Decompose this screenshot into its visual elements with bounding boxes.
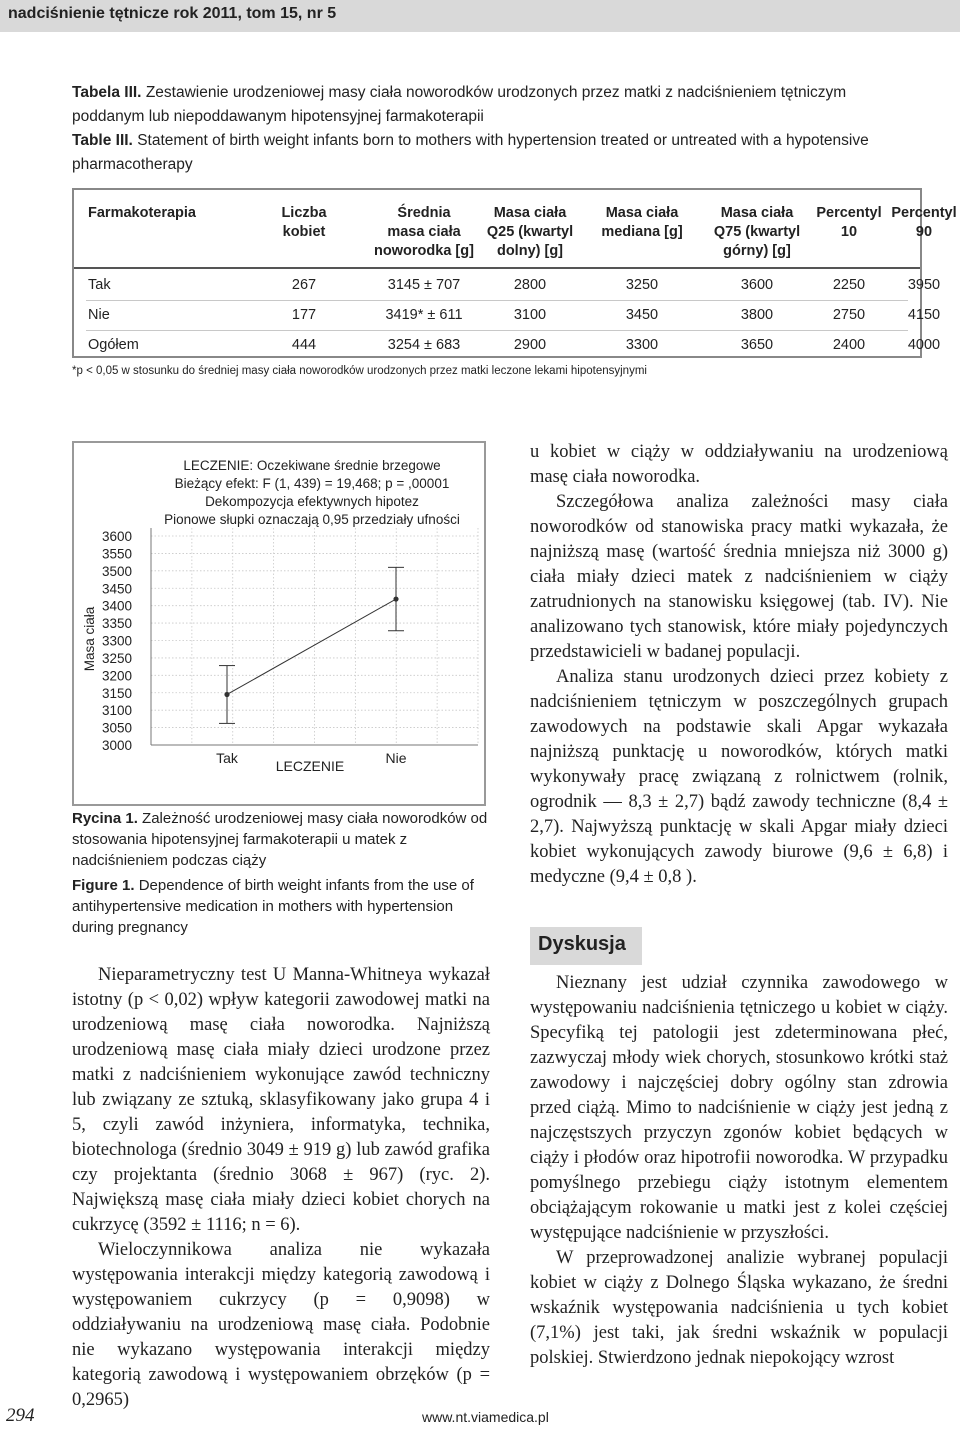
y-tick-label: 3200 bbox=[101, 668, 132, 684]
table-cell: 3100 bbox=[513, 307, 547, 323]
journal-title: nadciśnienie tętnicze rok 2011, tom 15, nr 5 bbox=[8, 5, 337, 22]
table-cell: 3600 bbox=[740, 277, 774, 293]
chart-subtitle: Pionowe słupki oznaczają 0,95 przedziały ufności bbox=[164, 512, 460, 527]
table-cell: 267 bbox=[291, 277, 317, 293]
data-point bbox=[224, 692, 229, 697]
chart-svg bbox=[74, 443, 488, 808]
table-row bbox=[74, 331, 941, 361]
table-cell: Ogółem bbox=[88, 337, 139, 353]
table-cell: 2800 bbox=[513, 277, 547, 293]
column-header: Farmakoterapia bbox=[88, 205, 196, 221]
table-cell: 3250 bbox=[625, 277, 659, 293]
figure-chart bbox=[72, 441, 486, 806]
table-cell: 3950 bbox=[907, 277, 941, 293]
column-header: Percentyl 90 bbox=[891, 205, 957, 240]
y-tick-label: 3000 bbox=[101, 738, 132, 753]
y-tick-label: 3100 bbox=[101, 703, 132, 719]
data-point bbox=[393, 596, 398, 601]
table-cell: 2250 bbox=[832, 277, 866, 293]
left-column-text bbox=[72, 963, 490, 1413]
column-header: Masa ciała Q25 (kwartyl dolny) [g] bbox=[486, 205, 574, 259]
table-caption-pl-text: Zestawienie urodzeniowej masy ciała noworodków urodzonych przez matki z nadciśnieniem tętniczym poddanym lub niepoddawanym hipotensyjnej farmakoterapii bbox=[72, 84, 847, 125]
table-cell: 444 bbox=[291, 337, 317, 353]
x-axis-label: LECZENIE bbox=[275, 758, 345, 774]
y-tick-label: 3300 bbox=[101, 633, 132, 649]
footer-url: www.nt.viamedica.pl bbox=[422, 1409, 549, 1425]
figure-caption-en-label: Figure 1. bbox=[72, 877, 135, 894]
table-cell: 3419* ± 611 bbox=[385, 307, 463, 323]
figure-caption-pl-label: Rycina 1. bbox=[72, 810, 138, 827]
table-cell: Tak bbox=[88, 277, 111, 293]
paragraph: u kobiet w ciąży w oddziaływaniu na urodzeniową masę ciała noworodka. bbox=[530, 442, 948, 487]
table-cell: Nie bbox=[88, 307, 110, 323]
column-header: Średnia masa ciała noworodka [g] bbox=[374, 205, 474, 259]
column-header: Masa ciała mediana [g] bbox=[601, 205, 683, 240]
discussion-text bbox=[530, 971, 948, 1371]
table-cell: 4000 bbox=[907, 337, 941, 353]
page-number: 294 bbox=[6, 1405, 35, 1426]
column-header: Masa ciała Q75 (kwartyl górny) [g] bbox=[713, 205, 801, 259]
table-cell: 3650 bbox=[740, 337, 774, 353]
y-tick-label: 3050 bbox=[101, 720, 132, 736]
table-cell: 3300 bbox=[625, 337, 659, 353]
paragraph: Nieznany jest udział czynnika zawodowego w występowaniu nadciśnienia tętniczego u kobiet w ciąży. Specyfiką tej patologii jest zdeterminowana płeć, zazwyczaj młody wiek chorych, stosunkowo krótki staż zawodowy i najczęściej dobry ogólny stan zdrowia przed ciążą. Mimo to nadciśnienie w ciąży jest jedną z najczęstszych przyczyn zgonów kobiet będących w ciąży i płodów oraz hipotrofii noworodka. W przypadku pomyślnego przebiegu ciąży istotnym elementem obciążającym rokowanie u matki jest z kolei częściej występujące nadciśnienie w przyszłości. bbox=[530, 973, 948, 1243]
data-table bbox=[72, 188, 957, 358]
table-row bbox=[74, 301, 941, 331]
table-cell: 177 bbox=[291, 307, 317, 323]
series-line bbox=[227, 599, 396, 694]
column-header: Liczba kobiet bbox=[281, 205, 327, 240]
table-cell: 2400 bbox=[832, 337, 866, 353]
table-caption bbox=[72, 81, 922, 177]
y-tick-label: 3250 bbox=[101, 650, 132, 666]
y-tick-label: 3600 bbox=[101, 529, 132, 544]
figure-caption-en-text: Dependence of birth weight infants from the use of antihypertensive medication in mothers with hypertension during pregnancy bbox=[72, 877, 474, 936]
table-caption-pl-label: Tabela III. bbox=[72, 84, 142, 101]
table-cell: 3800 bbox=[740, 307, 774, 323]
chart-subtitle: Dekompozycja efektywnych hipotez bbox=[205, 494, 419, 509]
chart-title: LECZENIE: Oczekiwane średnie brzegowe bbox=[183, 458, 441, 473]
chart-subtitle: Bieżący efekt: F (1, 439) = 19,468; p = ,00001 bbox=[174, 476, 450, 491]
x-tick-label: Tak bbox=[216, 750, 238, 766]
table-footnote: *p < 0,05 w stosunku do średniej masy ciała noworodków urodzonych przez matki leczone lekami hipotensyjnymi bbox=[72, 365, 647, 377]
paragraph: Analiza stanu urodzonych dzieci przez kobiety z nadciśnieniem tętniczym w poszczególnych grupach zawodowych na podstawie skali Apgar wykazała najniższą punktację u noworodków, których matki wykonywały pracę związaną z rolnictwem (rolnik, ogrodnik — 8,3 ± 2,7) bądź zawody techniczne (8,4 ± 2,7). Najwyższą punktację w skali Apgar miały dzieci kobiet wykonujących zawody biurowe (9,6 ± 6,8) i medyczne (9,4 ± 0,8 ). bbox=[530, 667, 948, 887]
running-header bbox=[0, 0, 960, 32]
y-axis-label: Masa ciała bbox=[82, 606, 97, 672]
figure-caption bbox=[72, 808, 492, 942]
paragraph: Wieloczynnikowa analiza nie wykazała występowania interakcji między kategorią zawodową i występowaniem cukrzycy (p = 0,9098) w oddziaływaniu na urodzeniową masę ciała. Podobnie nie wykazano występowania interakcji między kategorią zawodową i występowaniem obrzęków (p = 0,2965) bbox=[72, 1240, 490, 1410]
right-column-text bbox=[530, 440, 948, 890]
table-cell: 2750 bbox=[832, 307, 866, 323]
y-tick-label: 3400 bbox=[101, 598, 132, 614]
table-cell: 3450 bbox=[625, 307, 659, 323]
table-cell: 2900 bbox=[513, 337, 547, 353]
y-tick-label: 3450 bbox=[101, 581, 132, 597]
paragraph: Nieparametryczny test U Manna-Whitneya wykazał istotny (p < 0,02) wpływ kategorii zawodowej matki na urodzeniową masę ciała noworodka. Najniższą urodzeniową masę ciała miały dzieci urodzone przez matki z nadciśnieniem wykonujące zawód techniczny lub związany ze sztuką, sklasyfikowany jako grupa 4 i 5, czyli zawód inżyniera, informatyka, technika, biotechnologa (średnio 3049 ± 919 g) lub zawód grafika czy projektanta (średnio 3068 ± 967) (ryc. 2). Największą masę ciała miały dzieci kobiet chorych na cukrzycę (3592 ± 1116; n = 6). bbox=[72, 965, 490, 1235]
section-heading bbox=[530, 927, 642, 965]
section-heading-text: Dyskusja bbox=[538, 933, 626, 955]
y-tick-label: 3550 bbox=[101, 546, 132, 562]
header-rule bbox=[74, 267, 920, 269]
table-row bbox=[74, 271, 941, 301]
paragraph: W przeprowadzonej analizie wybranej populacji kobiet w ciąży z Dolnego Śląska wykazano, że średni wskaźnik występowania nadciśnienia u tych kobiet (7,1%) jest taki, jak średni wskaźnik w populacji polskiej. Stwierdzono jednak niepokojący wzrost bbox=[530, 1248, 948, 1368]
y-tick-label: 3150 bbox=[101, 685, 132, 701]
figure-caption-pl-text: Zależność urodzeniowej masy ciała noworodków od stosowania hipotensyjnej farmakoterapii u matek z nadciśnieniem podczas ciąży bbox=[72, 810, 488, 869]
y-tick-label: 3500 bbox=[101, 563, 132, 579]
table-cell: 3254 ± 683 bbox=[387, 337, 461, 353]
table-caption-en-label: Table III. bbox=[72, 132, 133, 149]
y-tick-label: 3350 bbox=[101, 616, 132, 632]
x-tick-label: Nie bbox=[385, 750, 407, 766]
column-header: Percentyl 10 bbox=[816, 205, 882, 240]
table-cell: 4150 bbox=[907, 307, 941, 323]
table-cell: 3145 ± 707 bbox=[387, 277, 461, 293]
table-caption-en-text: Statement of birth weight infants born to mothers with hypertension treated or untreated with a hypotensive pharmacotherapy bbox=[72, 132, 869, 173]
paragraph: Szczegółowa analiza zależności masy ciała noworodków od stanowiska pracy matki wykazała, że najniższą masę (wartość średnia mniejsza niż 3000 g) ciała miały dzieci matek z nadciśnieniem w ciąży zatrudnionych na stanowisku księgowej (tab. IV). Nie analizowano tych stanowisk, które miały pojedynczych przedstawicieli w badanej populacji. bbox=[530, 492, 948, 662]
